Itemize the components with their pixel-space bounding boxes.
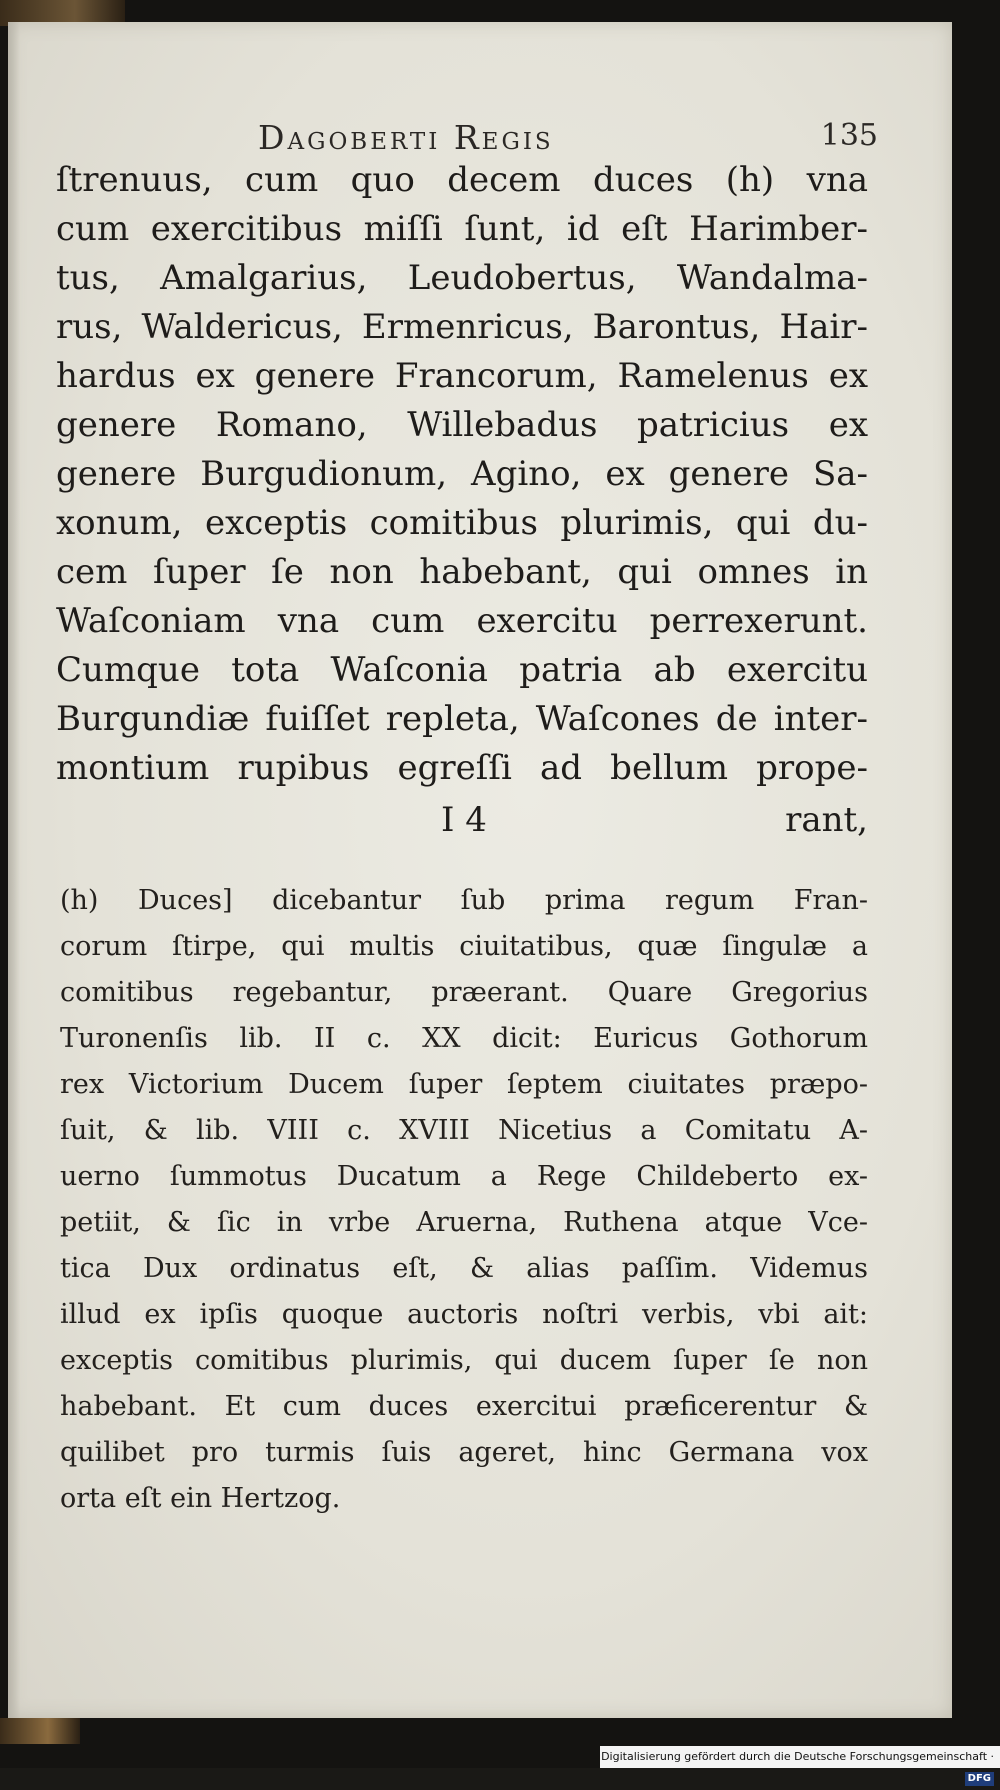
text-line: ſtrenuus, cum quo decem duces (h) vna <box>56 160 868 200</box>
footnote-line: Turonenſis lib. II c. XX dicit: Euricus Gothorum <box>60 1023 868 1054</box>
credit-text: Digitalisierung gefördert durch die Deutsche Forschungsgemeinschaft · <box>601 1750 994 1763</box>
footnote-line: (h) Duces] dicebantur ſub prima regum Fran- <box>60 885 868 916</box>
footnote-line: uerno ſummotus Ducatum a Rege Childeberto ex- <box>60 1161 868 1192</box>
text-line: Waſconiam vna cum exercitu perrexerunt. <box>56 601 868 641</box>
book-spine-bottom <box>0 1718 80 1744</box>
main-text-block <box>56 156 868 793</box>
footnote-line: ſuit, & lib. VIII c. XVIII Nicetius a Comitatu A- <box>60 1115 868 1146</box>
footnote-line: exceptis comitibus plurimis, qui ducem ſuper ſe non <box>60 1345 868 1376</box>
dfg-logo: DFG <box>965 1772 994 1786</box>
text-line: xonum, exceptis comitibus plurimis, qui du- <box>56 503 868 543</box>
page-gutter-shadow <box>8 22 20 1718</box>
footnote-line: comitibus regebantur, præerant. Quare Gregorius <box>60 977 868 1008</box>
signature-mark: I 4 <box>441 800 487 840</box>
footnote-line: quilibet pro turmis ſuis ageret, hinc Germana vox <box>60 1437 868 1468</box>
footnote-line: habebant. Et cum duces exercitui præficerentur & <box>60 1391 868 1422</box>
footnote-line: corum ſtirpe, qui multis ciuitatibus, quæ ſingulæ a <box>60 931 868 962</box>
page-number: 135 <box>820 118 878 153</box>
text-line: cem ſuper ſe non habebant, qui omnes in <box>56 552 868 592</box>
footnote-line: rex Victorium Ducem ſuper ſeptem ciuitates præpo- <box>60 1069 868 1100</box>
running-title: Dagoberti Regis <box>258 118 554 157</box>
text-line: rus, Waldericus, Ermenricus, Barontus, Hair- <box>56 307 868 347</box>
footnote-line: illud ex ipſis quoque auctoris noſtri verbis, vbi ait: <box>60 1299 868 1330</box>
footnote-block <box>60 878 868 1522</box>
text-line: cum exercitibus miſſi ſunt, id eſt Harimber- <box>56 209 868 249</box>
text-line: hardus ex genere Francorum, Ramelenus ex <box>56 356 868 396</box>
text-line: Burgundiæ fuiſſet repleta, Waſcones de inter- <box>56 699 868 739</box>
footnote-line: tica Dux ordinatus eſt, & alias paſſim. Videmus <box>60 1253 868 1284</box>
text-line: genere Burgudionum, Agino, ex genere Sa- <box>56 454 868 494</box>
catchword: rant, <box>785 800 868 840</box>
signature-row <box>56 800 868 846</box>
text-line: tus, Amalgarius, Leudobertus, Wandalma- <box>56 258 868 298</box>
text-line: Cumque tota Waſconia patria ab exercitu <box>56 650 868 690</box>
text-line: genere Romano, Willebadus patricius ex <box>56 405 868 445</box>
digitization-credit-banner <box>600 1746 1000 1784</box>
text-line: montium rupibus egreſſi ad bellum prope- <box>56 748 868 788</box>
footnote-line: petiit, & ſic in vrbe Aruerna, Ruthena atque Vce- <box>60 1207 868 1238</box>
footnote-line: orta eſt ein Hertzog. <box>60 1483 341 1514</box>
